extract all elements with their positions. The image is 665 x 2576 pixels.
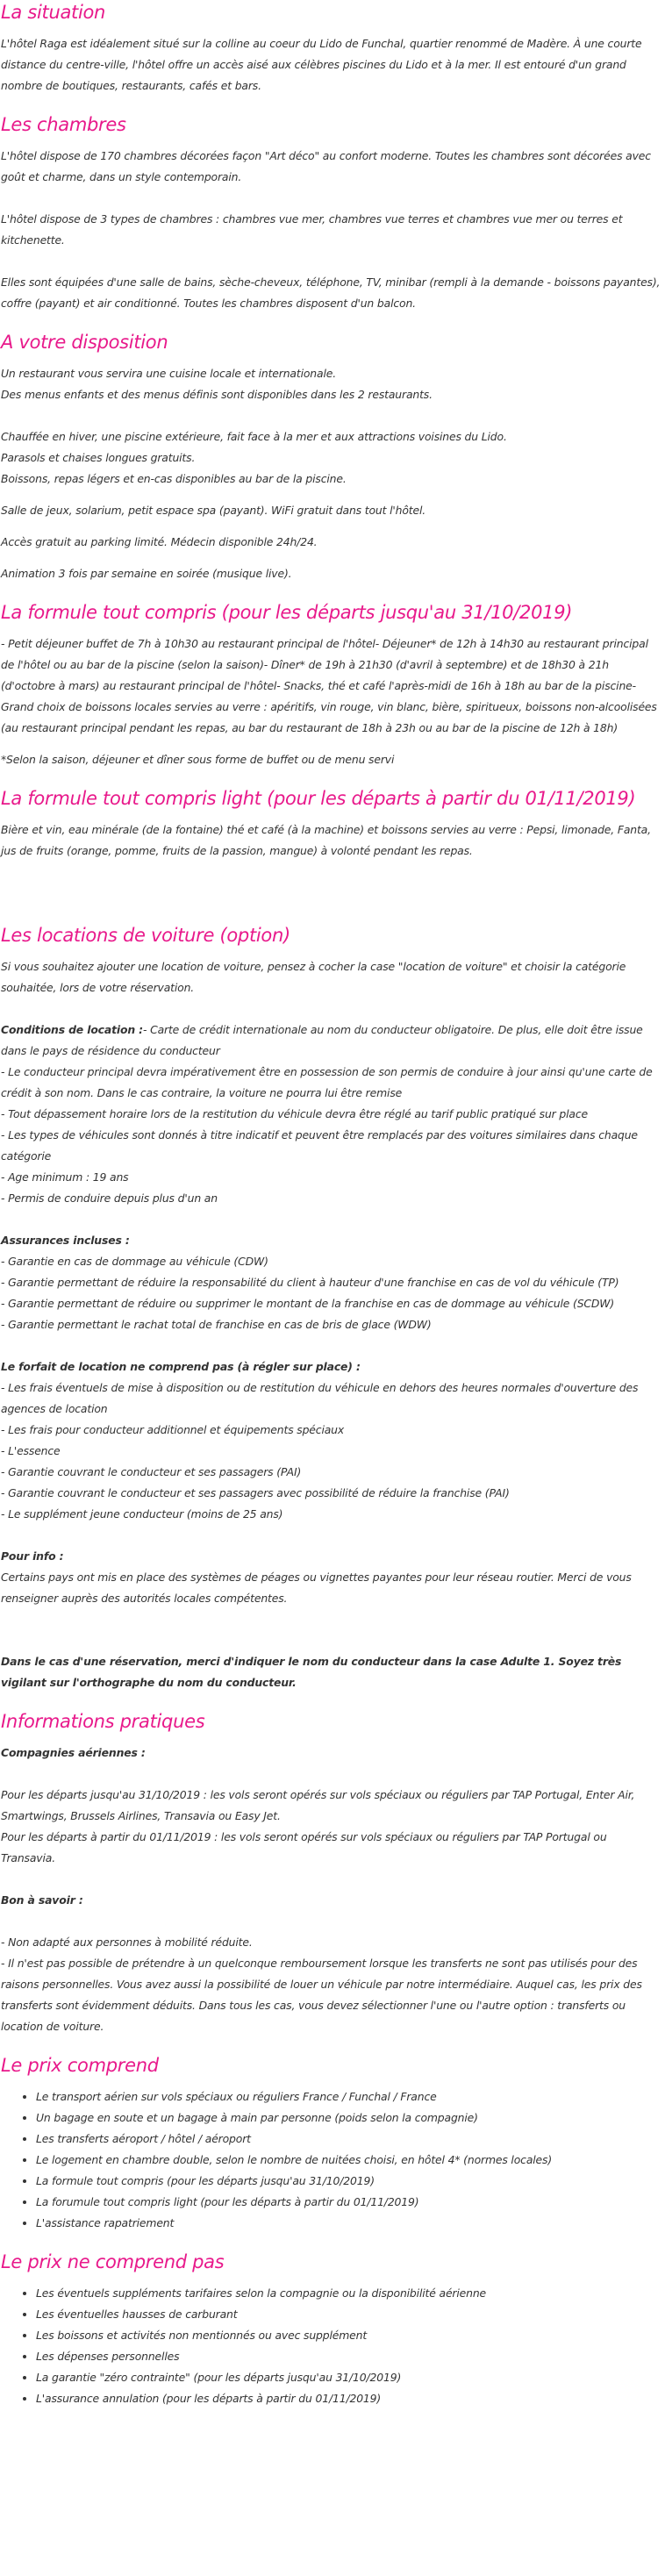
formule-text: - Petit déjeuner buffet de 7h à 10h30 au restaurant principal de l'hôtel- Déjeuner* de 12h à 14h30 au restaurant principal de l'hôtel ou au bar de la piscine (selon la saison)- Dîner* de 19h à 21h30 (d'avril à septembre) et de 18h30 à 21h (d'octobre à mars) au restaurant principal de l'hôtel- Snacks, thé et café l'après-midi de 16h à 18h au bar de la piscine- Grand choix de boissons locales servies au verre : apéritifs, vin rouge, vin blanc, bière, spiritueux, boissons non-alcoolisées (au restaurant principal pendant les repas, au bar du restaurant de 18h à 23h ou au bar de la piscine de 12h à 18h) <box>1 637 657 734</box>
list-item: • Un bagage en soute et un bagage à main par personne (poids selon la compagnie) <box>36 2107 664 2129</box>
assurance-line: - Garantie permettant le rachat total de franchise en cas de bris de glace (WDW) <box>1 1318 432 1331</box>
section-light <box>1 786 664 862</box>
section-title-disposition: A votre disposition <box>1 332 168 353</box>
section-title-voiture: Les locations de voiture (option) <box>1 925 290 946</box>
condition-line: - Les types de véhicules sont donnés à titre indicatif et peuvent être remplacés par des voitures similaires dans chaque catégorie <box>1 1128 638 1163</box>
forfait-line: - Les frais pour conducteur additionnel et équipements spéciaux <box>1 1423 345 1436</box>
conditions-label: Conditions de location : <box>1 1023 143 1036</box>
section-prix-non-comprend <box>1 2250 664 2409</box>
list-item: • La forumule tout compris light (pour les départs à partir du 01/11/2019) <box>36 2192 664 2213</box>
section-formule <box>1 600 664 770</box>
list-item: • Les éventuelles hausses de carburant <box>36 2304 664 2325</box>
disposition-line: Un restaurant vous servira une cuisine locale et internationale. <box>1 367 337 380</box>
bon-a-savoir-line: - Non adapté aux personnes à mobilité réduite. <box>1 1936 253 1949</box>
list-item: • Les dépenses personnelles <box>36 2346 664 2367</box>
bon-a-savoir-label: Bon à savoir : <box>1 1893 83 1907</box>
section-pratiques <box>1 1709 664 2037</box>
list-item: • La garantie "zéro contrainte" (pour les départs jusqu'au 31/10/2019) <box>36 2367 664 2388</box>
forfait-line: - Garantie couvrant le conducteur et ses passagers avec possibilité de réduire la franchise (PAI) <box>1 1486 510 1499</box>
condition-line: - Le conducteur principal devra impérativement être en possession de son permis de conduire à jour ainsi qu'une carte de crédit à son nom. Dans le cas contraire, la voiture ne pourra lui être remise <box>1 1065 653 1099</box>
chambres-text-2: L'hôtel dispose de 3 types de chambres : chambres vue mer, chambres vue terres et chambres vue mer ou terres et kitchenette. <box>1 212 623 247</box>
voiture-intro: Si vous souhaitez ajouter une location de voiture, pensez à cocher la case "location de voiture" et choisir la catégorie souhaitée, lors de votre réservation. <box>1 960 626 994</box>
disposition-line: Parasols et chaises longues gratuits. <box>1 451 196 464</box>
forfait-line: - L'essence <box>1 1444 61 1457</box>
info-text: Certains pays ont mis en place des systèmes de péages ou vignettes payantes pour leur réseau routier. Merci de vous renseigner auprès des autorités locales compétentes. <box>1 1571 632 1605</box>
list-item: • Les éventuels suppléments tarifaires selon la compagnie ou la disponibilité aérienne <box>36 2283 664 2304</box>
list-item: • Les transferts aéroport / hôtel / aéroport <box>36 2129 664 2150</box>
section-situation <box>1 0 664 97</box>
forfait-line: - Garantie couvrant le conducteur et ses passagers (PAI) <box>1 1465 302 1478</box>
compagnies-label: Compagnies aériennes : <box>1 1746 146 1759</box>
prix-non-comprend-list <box>1 2283 664 2409</box>
disposition-line: Chauffée en hiver, une piscine extérieure, fait face à la mer et aux attractions voisines du Lido. <box>1 430 507 443</box>
forfait-line: - Le supplément jeune conducteur (moins de 25 ans) <box>1 1507 283 1521</box>
assurance-line: - Garantie permettant de réduire la responsabilité du client à hauteur d'une franchise en cas de vol du véhicule (TP) <box>1 1276 619 1289</box>
assurance-line: - Garantie permettant de réduire ou supprimer le montant de la franchise en cas de dommage au véhicule (SCDW) <box>1 1297 615 1310</box>
info-label: Pour info : <box>1 1549 64 1563</box>
light-text: Bière et vin, eau minérale (de la fontaine) thé et café (à la machine) et boissons servies au verre : Pepsi, limonade, Fanta, jus de fruits (orange, pomme, fruits de la passion, mangue) à volonté pendant les repas. <box>1 823 651 857</box>
section-title-prix-comprend: Le prix comprend <box>1 2055 159 2076</box>
compagnies-text-2: Pour les départs à partir du 01/11/2019 : les vols seront opérés sur vols spéciaux ou réguliers par TAP Portugal ou Transavia. <box>1 1830 607 1864</box>
list-item: • L'assistance rapatriement <box>36 2213 664 2234</box>
section-title-formule: La formule tout compris (pour les départs jusqu'au 31/10/2019) <box>1 602 573 623</box>
chambres-text-1: L'hôtel dispose de 170 chambres décorées façon "Art déco" au confort moderne. Toutes les chambres sont décorées avec goût et charme, dans un style contemporain. <box>1 149 651 183</box>
situation-text: L'hôtel Raga est idéalement situé sur la colline au coeur du Lido de Funchal, quartier renommé de Madère. À une courte distance du centre-ville, l'hôtel offre un accès aisé aux célèbres piscines du Lido et à la mer. Il est entouré d'un grand nombre de boutiques, restaurants, cafés et bars. <box>1 37 642 92</box>
conducteur-warning: Dans le cas d'une réservation, merci d'indiquer le nom du conducteur dans la case Adulte 1. Soyez très vigilant sur l'orthographe du nom du conducteur. <box>1 1655 622 1689</box>
section-title-light: La formule tout compris light (pour les départs à partir du 01/11/2019) <box>1 788 636 809</box>
forfait-line: - Les frais éventuels de mise à disposition ou de restitution du véhicule en dehors des heures normales d'ouverture des agences de location <box>1 1381 639 1415</box>
prix-comprend-list <box>1 2086 664 2234</box>
disposition-line: Des menus enfants et des menus définis sont disponibles dans les 2 restaurants. <box>1 388 433 401</box>
section-voiture <box>1 923 664 1693</box>
disposition-line: Animation 3 fois par semaine en soirée (musique live). <box>1 567 292 580</box>
list-item: • Le logement en chambre double, selon le nombre de nuitées choisi, en hôtel 4* (normes locales) <box>36 2150 664 2171</box>
voiture-conditions <box>1 1020 664 1062</box>
conditions-text: - Carte de crédit internationale au nom du conducteur obligatoire. De plus, elle doit être issue dans le pays de résidence du conducteur <box>1 1023 643 1057</box>
assurances-label: Assurances incluses : <box>1 1234 130 1247</box>
assurance-line: - Garantie en cas de dommage au véhicule (CDW) <box>1 1255 268 1268</box>
disposition-line: Accès gratuit au parking limité. Médecin disponible 24h/24. <box>1 535 318 548</box>
disposition-line: Boissons, repas légers et en-cas disponibles au bar de la piscine. <box>1 472 347 485</box>
bon-a-savoir-line: - Il n'est pas possible de prétendre à un quelconque remboursement lorsque les transferts ne sont pas utilisés pour des raisons personnelles. Vous avez aussi la possibilité de louer un véhicule par notre intermédiaire. Auquel cas, les prix des transferts sont évidemment déduits. Dans tous les cas, vous devez sélectionner l'une ou l'autre option : transferts ou location de voiture. <box>1 1957 642 2033</box>
section-chambres <box>1 112 664 314</box>
section-prix-comprend <box>1 2053 664 2234</box>
section-title-pratiques: Informations pratiques <box>1 1711 205 1732</box>
chambres-text-3: Elles sont équipées d'une salle de bains, sèche-cheveux, téléphone, TV, minibar (rempli à la demande - boissons payantes), coffre (payant) et air conditionné. Toutes les chambres disposent d'un balcon. <box>1 275 661 310</box>
disposition-line: Salle de jeux, solarium, petit espace spa (payant). WiFi gratuit dans tout l'hôtel. <box>1 504 426 517</box>
list-item: • La formule tout compris (pour les départs jusqu'au 31/10/2019) <box>36 2171 664 2192</box>
condition-line: - Age minimum : 19 ans <box>1 1170 129 1184</box>
section-title-situation: La situation <box>1 2 106 23</box>
formule-note: *Selon la saison, déjeuner et dîner sous forme de buffet ou de menu servi <box>1 753 395 766</box>
condition-line: - Permis de conduire depuis plus d'un an <box>1 1191 218 1205</box>
list-item: • L'assurance annulation (pour les départs à partir du 01/11/2019) <box>36 2388 664 2409</box>
forfait-label: Le forfait de location ne comprend pas (à régler sur place) : <box>1 1360 361 1373</box>
section-title-chambres: Les chambres <box>1 114 126 135</box>
list-item: • Le transport aérien sur vols spéciaux ou réguliers France / Funchal / France <box>36 2086 664 2107</box>
compagnies-text-1: Pour les départs jusqu'au 31/10/2019 : les vols seront opérés sur vols spéciaux ou réguliers par TAP Portugal, Enter Air, Smartwings, Brussels Airlines, Transavia ou Easy Jet. <box>1 1788 635 1822</box>
section-disposition <box>1 330 664 584</box>
condition-line: - Tout dépassement horaire lors de la restitution du véhicule devra être réglé au tarif public pratiqué sur place <box>1 1107 588 1120</box>
section-title-prix-non-comprend: Le prix ne comprend pas <box>1 2251 225 2272</box>
list-item: • Les boissons et activités non mentionnés ou avec supplément <box>36 2325 664 2346</box>
